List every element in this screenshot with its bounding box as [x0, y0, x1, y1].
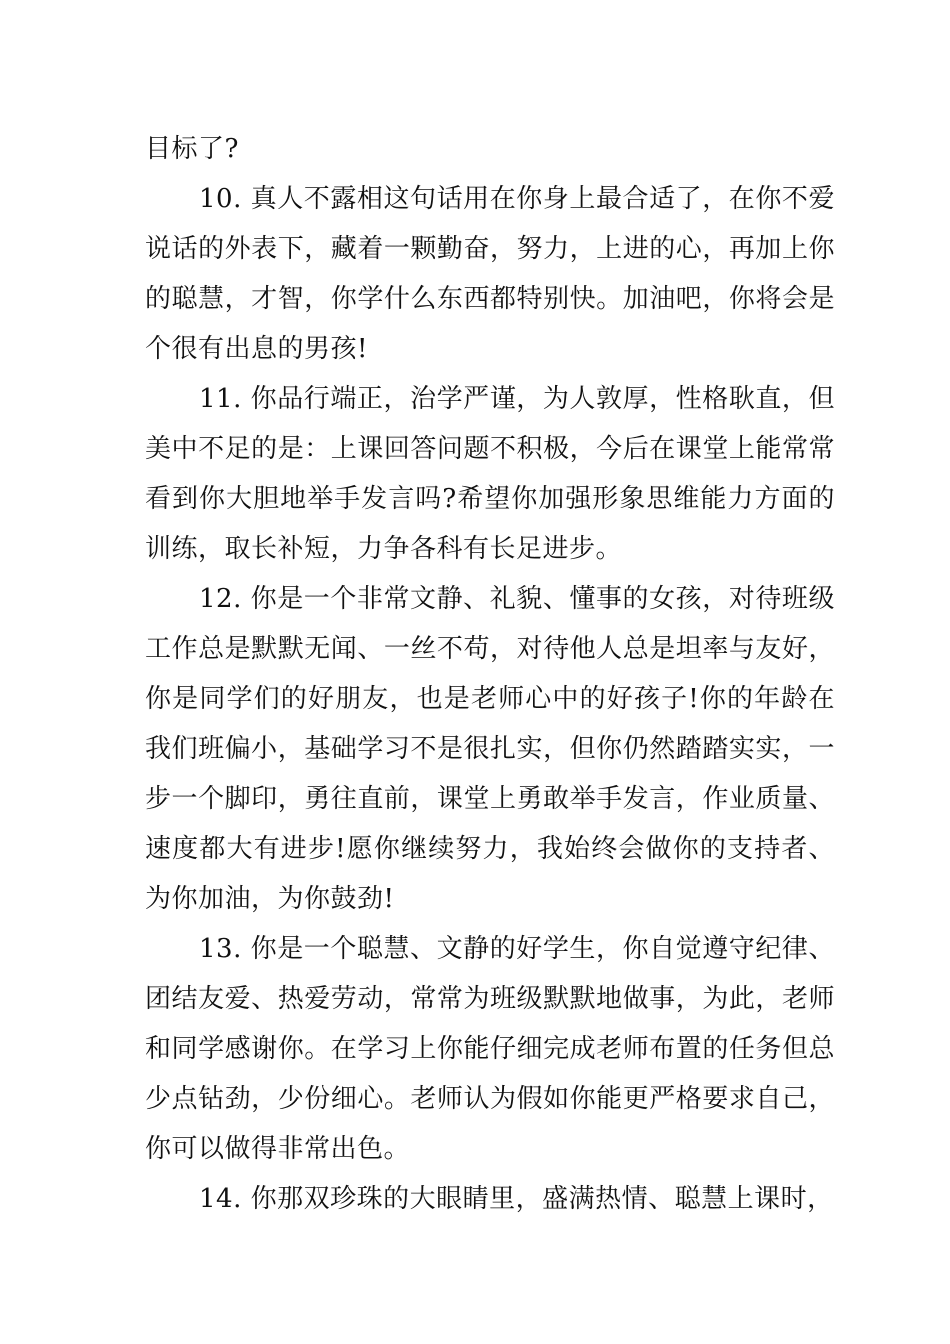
document-body	[145, 124, 835, 1224]
paragraph-9-tail: 目标了?	[145, 134, 239, 164]
paragraph-12: 12. 你是一个非常文静、礼貌、懂事的女孩，对待班级工作总是默默无闻、一丝不苟，对待他人总是坦率与友好，你是同学们的好朋友，也是老师心中的好孩子!你的年龄在我们班偏小，基础学习不是很扎实，但你仍然踏踏实实，一步一个脚印，勇往直前，课堂上勇敢举手发言，作业质量、速度都大有进步!愿你继续努力，我始终会做你的支持者、为你加油，为你鼓劲!	[145, 584, 835, 914]
paragraph-10: 10. 真人不露相这句话用在你身上最合适了，在你不爱说话的外表下，藏着一颗勤奋，努力，上进的心，再加上你的聪慧，才智，你学什么东西都特别快。加油吧，你将会是个很有出息的男孩!	[145, 184, 835, 364]
paragraph-13: 13. 你是一个聪慧、文静的好学生，你自觉遵守纪律、团结友爱、热爱劳动，常常为班级默默地做事，为此，老师和同学感谢你。在学习上你能仔细完成老师布置的任务但总少点钻劲，少份细心。老师认为假如你能更严格要求自己，你可以做得非常出色。	[145, 934, 835, 1164]
paragraph-11: 11. 你品行端正，治学严谨，为人敦厚，性格耿直，但美中不足的是：上课回答问题不积极，今后在课堂上能常常看到你大胆地举手发言吗?希望你加强形象思维能力方面的训练，取长补短，力争各科有长足进步。	[145, 384, 835, 564]
paragraph-14: 14. 你那双珍珠的大眼睛里，盛满热情、聪慧上课时，	[199, 1184, 834, 1214]
